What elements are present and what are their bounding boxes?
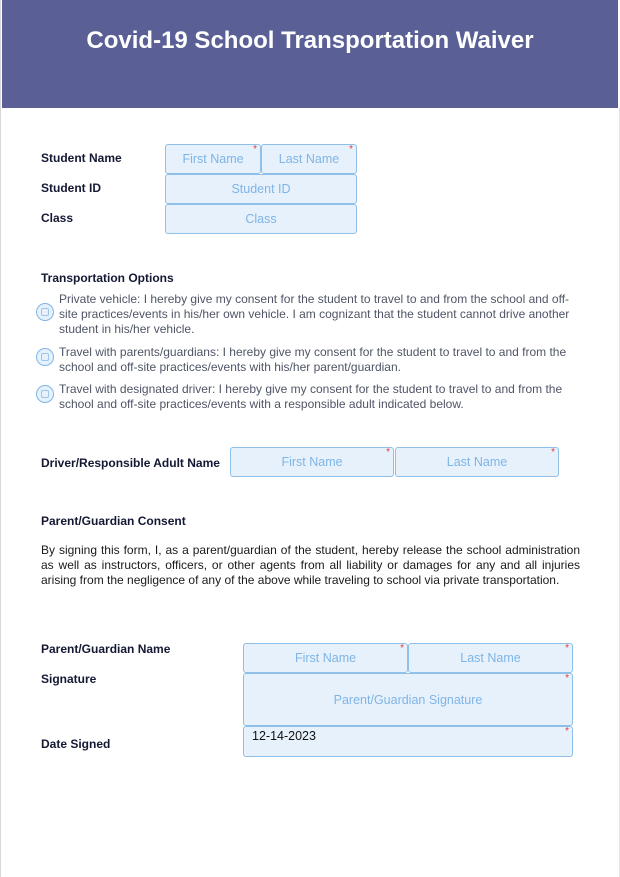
student-first-name-input[interactable] <box>165 144 261 174</box>
required-asterisk: * <box>349 144 353 155</box>
driver-last-name-placeholder: Last Name <box>446 455 508 469</box>
class-label: Class <box>41 211 74 225</box>
student-last-name-input[interactable] <box>261 144 357 174</box>
required-asterisk: * <box>565 643 569 654</box>
required-asterisk: * <box>551 447 555 458</box>
guardian-first-name-input[interactable] <box>243 643 408 673</box>
form-title: Covid-19 School Transportation Waiver <box>86 27 534 54</box>
guardian-name-label: Parent/Guardian Name <box>41 642 171 656</box>
driver-name-label: Driver/Responsible Adult Name <box>41 456 220 470</box>
class-input[interactable] <box>165 204 357 234</box>
guardian-first-name-placeholder: First Name <box>294 651 357 665</box>
student-id-placeholder: Student ID <box>231 182 291 196</box>
transportation-options-heading: Transportation Options <box>41 271 174 285</box>
form-header <box>2 0 618 108</box>
driver-first-name-input[interactable] <box>230 447 394 477</box>
student-first-name-placeholder: First Name <box>182 152 244 166</box>
student-id-input[interactable] <box>165 174 357 204</box>
option-text: Private vehicle: I hereby give my consent for the student to travel to and from the school and off-site practices/events in his/her own vehicle. I am cognizant that the student cannot drive another student in his/her vehicle. <box>59 292 570 336</box>
radio-button[interactable] <box>36 303 54 321</box>
option-text: Travel with designated driver: I hereby give my consent for the student to travel to and from the school and off-site practices/events with a responsible adult indicated below. <box>59 382 563 411</box>
required-asterisk: * <box>565 673 569 684</box>
signature-placeholder: Parent/Guardian Signature <box>333 692 483 707</box>
class-placeholder: Class <box>245 212 277 226</box>
student-last-name-placeholder: Last Name <box>278 152 340 166</box>
signature-input[interactable] <box>243 673 573 726</box>
required-asterisk: * <box>400 643 404 654</box>
student-id-label: Student ID <box>41 181 101 195</box>
consent-heading: Parent/Guardian Consent <box>41 514 186 528</box>
driver-first-name-placeholder: First Name <box>281 455 343 469</box>
date-signed-input[interactable] <box>243 726 573 757</box>
radio-button[interactable] <box>36 385 54 403</box>
required-asterisk: * <box>386 447 390 458</box>
page-border-left <box>0 0 1 877</box>
guardian-last-name-input[interactable] <box>408 643 573 673</box>
signature-label: Signature <box>41 672 97 686</box>
required-asterisk: * <box>253 144 257 155</box>
date-signed-value: 12-14-2023 <box>252 729 316 743</box>
option-text: Travel with parents/guardians: I hereby give my consent for the student to travel to and from the school and off-site practices/events with his/her parent/guardian. <box>59 345 567 374</box>
driver-last-name-input[interactable] <box>395 447 559 477</box>
student-name-label: Student Name <box>41 151 122 165</box>
radio-button[interactable] <box>36 348 54 366</box>
consent-paragraph: By signing this form, I, as a parent/guardian of the student, hereby release the school administration as well as instructors, officers, or other agents from all liability or damages for any and all injuries arising from the negligence of any of the above while traveling to school via private transportation. <box>41 543 580 587</box>
required-asterisk: * <box>565 726 569 737</box>
guardian-last-name-placeholder: Last Name <box>460 651 521 665</box>
date-signed-label: Date Signed <box>41 737 111 751</box>
